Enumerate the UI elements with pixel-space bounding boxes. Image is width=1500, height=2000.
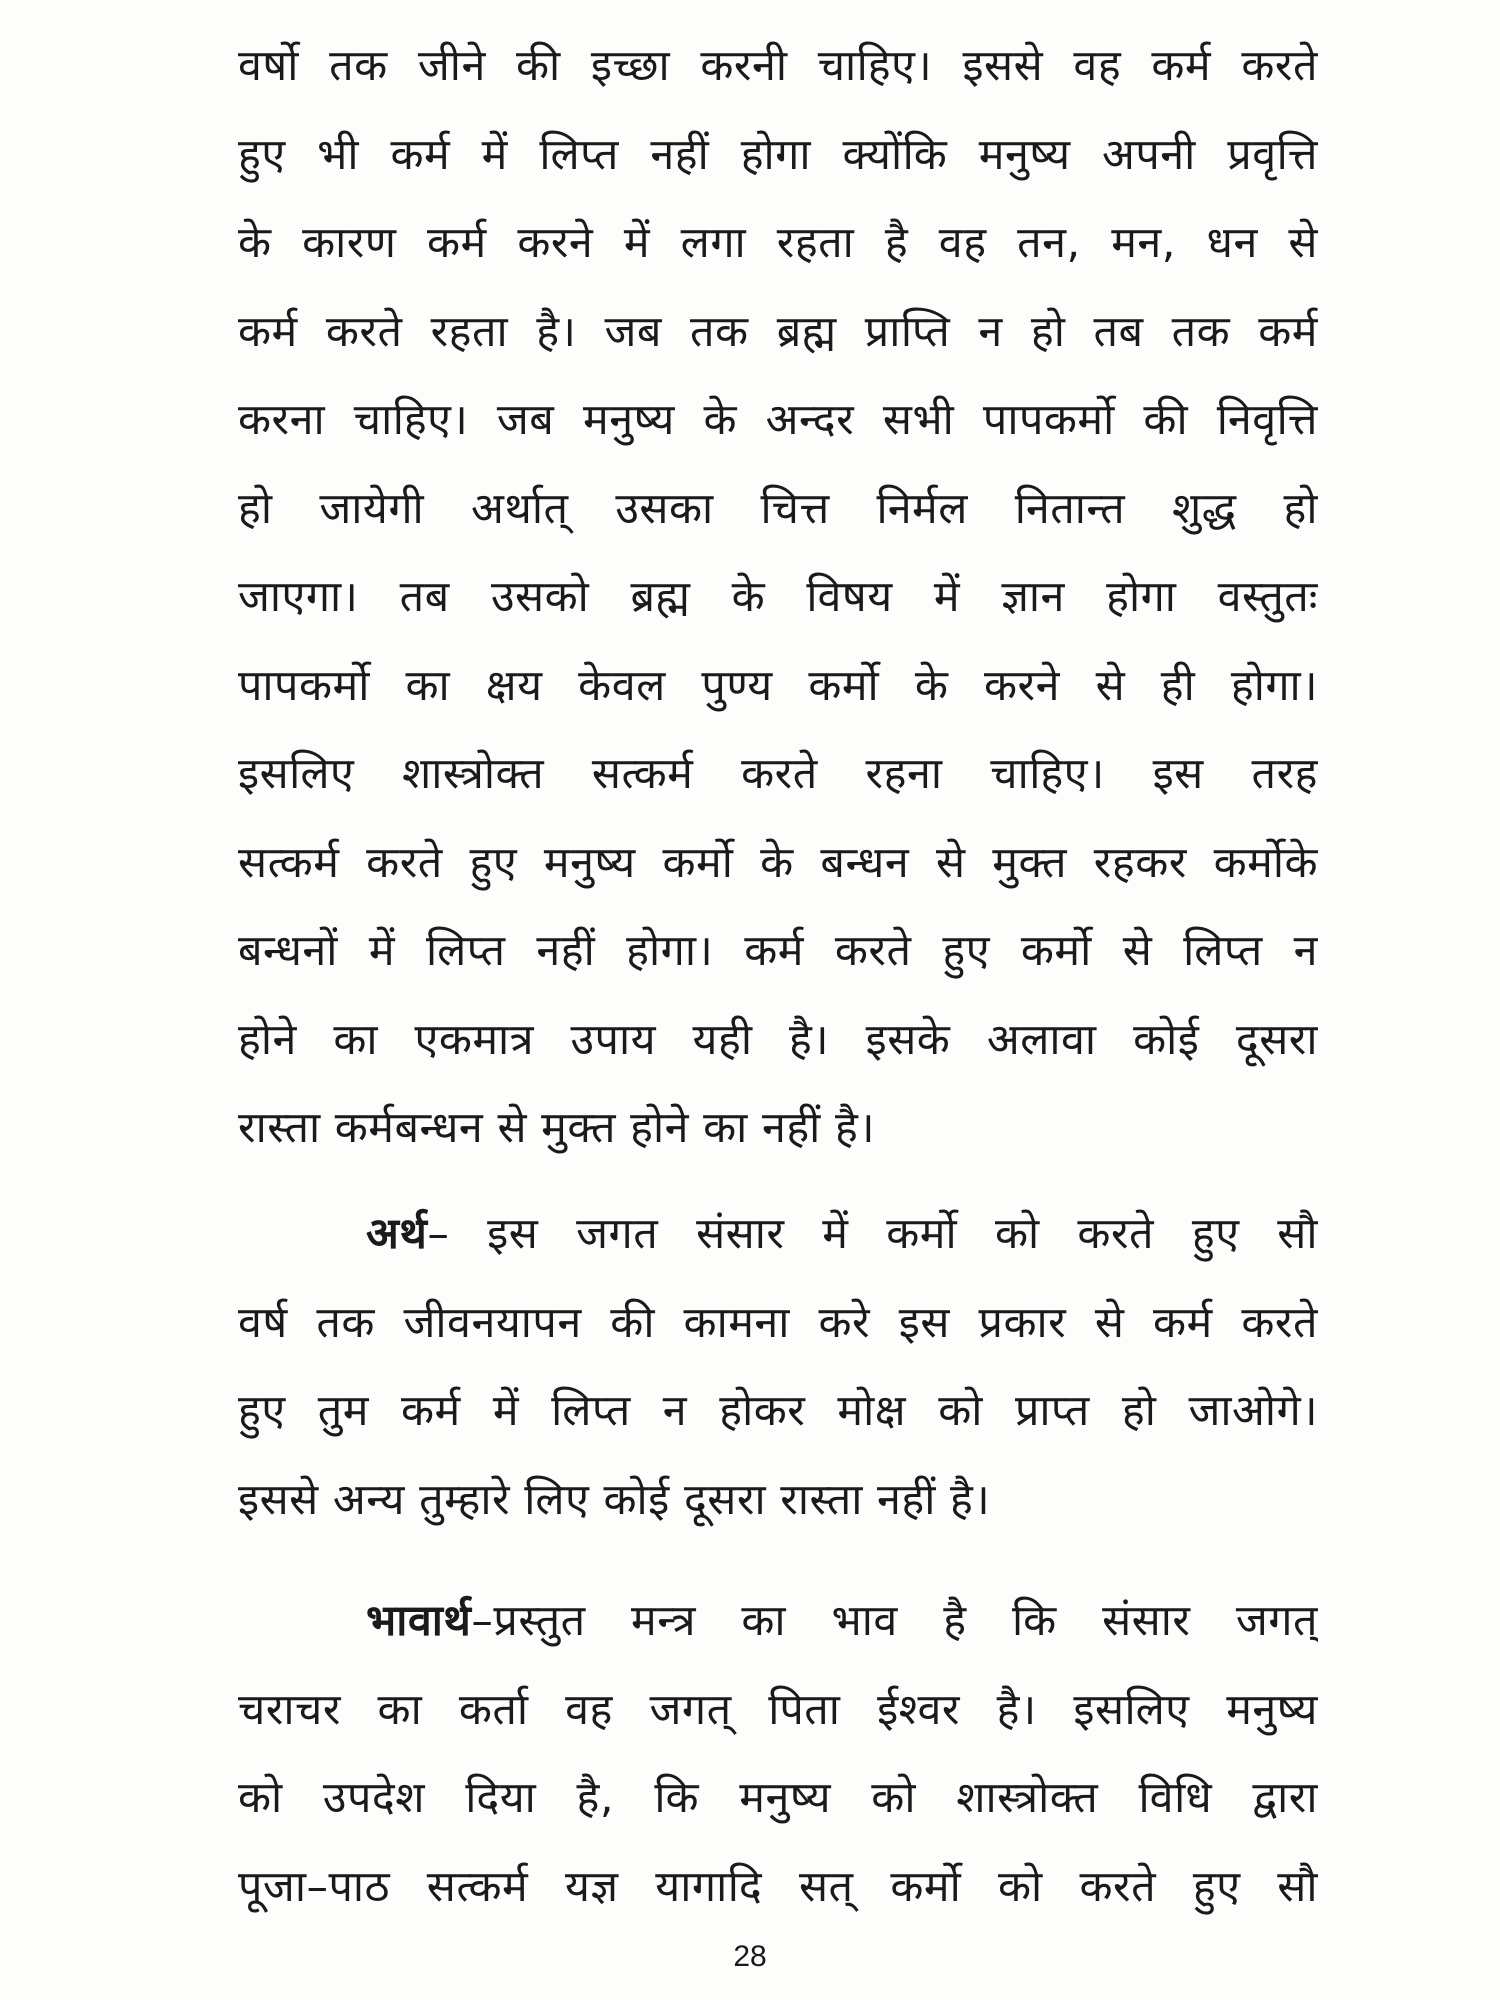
text-line: हो जायेगी अर्थात् उसका चित्त निर्मल नितान्त शुद्ध हो (238, 483, 1318, 534)
paragraph-arth (238, 1190, 1318, 1544)
text-line: बन्धनों में लिप्त नहीं होगा। कर्म करते हुए कर्मो से लिप्त न (238, 926, 1318, 976)
paragraph-continued (238, 22, 1318, 1173)
text-line: को उपदेश दिया है, कि मनुष्य को शास्त्रोक्त विधि द्वारा (238, 1773, 1318, 1823)
text-line: वर्षो तक जीने की इच्छा करनी चाहिए। इससे वह कर्म करते (238, 41, 1318, 91)
text-line: इसलिए शास्त्रोक्त सत्कर्म करते रहना चाहिए। इस तरह (238, 749, 1318, 799)
text-line: चराचर का कर्ता वह जगत् पिता ईश्वर है। इसलिए मनुष्य (238, 1684, 1318, 1735)
text-line: जाएगा। तब उसको ब्रह्म के विषय में ज्ञान होगा वस्तुतः (238, 572, 1318, 622)
text-line: रास्ता कर्मबन्धन से मुक्त होने का नहीं है। (238, 1103, 876, 1153)
text-line: होने का एकमात्र उपाय यही है। इसके अलावा कोई दूसरा (238, 1014, 1318, 1065)
text-line: कर्म करते रहता है। जब तक ब्रह्म प्राप्ति न हो तब तक कर्म (238, 306, 1318, 357)
text-line: वर्ष तक जीवनयापन की कामना करे इस प्रकार से कर्म करते (238, 1297, 1318, 1348)
text-line: हुए तुम कर्म में लिप्त न होकर मोक्ष को प्राप्त हो जाओगे। (238, 1386, 1318, 1436)
text-line: पूजा–पाठ सत्कर्म यज्ञ यागादि सत् कर्मो को करते हुए सौ (238, 1861, 1318, 1912)
arth-first-line-text: – इस जगत संसार में कर्मो को करते हुए सौ (427, 1209, 1318, 1259)
bhavarth-label: भावार्थ (366, 1596, 472, 1646)
bhavarth-first-line-text: –प्रस्तुत मन्त्र का भाव है कि संसार जगत् (471, 1596, 1318, 1646)
text-line: के कारण कर्म करने में लगा रहता है वह तन, मन, धन से (238, 218, 1318, 268)
arth-label: अर्थ (366, 1209, 428, 1259)
text-line: सत्कर्म करते हुए मनुष्य कर्मो के बन्धन से मुक्त रहकर कर्मोके (238, 837, 1318, 888)
text-line: करना चाहिए। जब मनुष्य के अन्दर सभी पापकर्मो की निवृत्ति (238, 395, 1318, 445)
paragraph-bhavarth (238, 1577, 1318, 1931)
text-line: हुए भी कर्म में लिप्त नहीं होगा क्योंकि मनुष्य अपनी प्रवृत्ति (238, 129, 1318, 180)
text-line: इससे अन्य तुम्हारे लिए कोई दूसरा रास्ता नहीं है। (238, 1474, 991, 1525)
text-line-first (238, 1190, 1318, 1279)
text-line: पापकर्मो का क्षय केवल पुण्य कर्मो के करने से ही होगा। (238, 660, 1318, 711)
text-line-first (238, 1577, 1318, 1666)
page-number: 28 (733, 1940, 767, 1973)
